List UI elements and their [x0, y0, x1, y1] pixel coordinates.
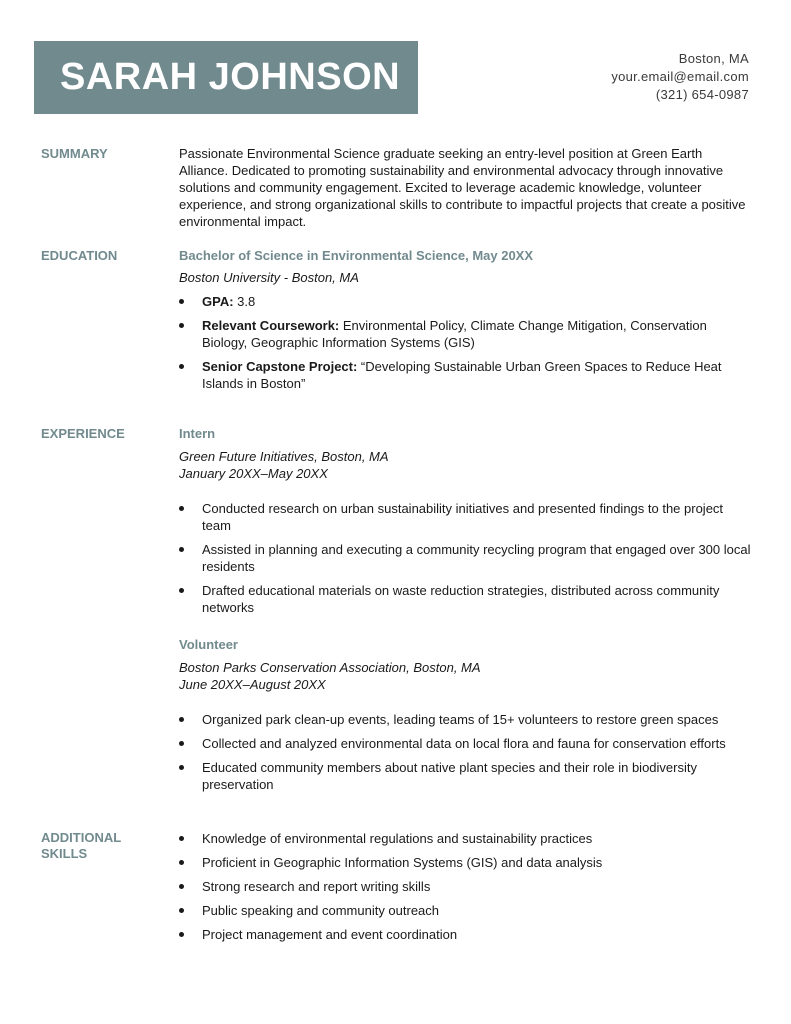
experience-label: EXPERIENCE — [41, 426, 125, 441]
job-title: Volunteer — [179, 637, 238, 652]
item-key: Relevant Coursework: — [202, 318, 340, 333]
job-org: Green Future Initiatives, Boston, MA — [179, 449, 389, 464]
summary-text: Passionate Environmental Science graduate seeking an entry-level position at Green Earth Alliance. Dedicated to promoting sustainability and environmental advocacy through innovative solutions and community engagement. Excited to leverage academic knowledge, volunteer experience, and strong organizational skills to contribute to impactful projects that create a positive environmental impact. — [179, 146, 746, 229]
list-item: Proficient in Geographic Information Systems (GIS) and data analysis — [179, 854, 754, 871]
candidate-name: SARAH JOHNSON — [60, 56, 401, 98]
summary-label: SUMMARY — [41, 146, 108, 161]
phone-text: (321) 654-0987 — [655, 87, 749, 102]
job-dates: June 20XX–August 20XX — [179, 677, 326, 692]
skills-label-line2: SKILLS — [41, 846, 88, 861]
list-item: Educated community members about native plant species and their role in biodiversity preservation — [179, 759, 754, 793]
skills-label — [41, 830, 161, 862]
degree-heading: Bachelor of Science in Environmental Science, May 20XX — [179, 248, 534, 263]
job-volunteer — [179, 637, 754, 800]
list-item — [179, 293, 754, 310]
education-label: EDUCATION — [41, 248, 118, 263]
skills-list — [179, 830, 754, 943]
skills-section — [179, 830, 754, 950]
list-item: Collected and analyzed environmental data on local flora and fauna for conservation efforts — [179, 735, 754, 752]
job-intern — [179, 426, 754, 623]
list-item: Strong research and report writing skills — [179, 878, 754, 895]
list-item: Project management and event coordination — [179, 926, 754, 943]
item-value: “Developing Sustainable Urban Green Spaces to Reduce Heat Islands in Boston” — [202, 359, 722, 391]
school-text: Boston University - Boston, MA — [179, 270, 359, 285]
item-value: 3.8 — [233, 294, 256, 309]
skills-label-line1: ADDITIONAL — [41, 830, 122, 845]
email-text: your.email@email.com — [611, 69, 749, 84]
list-item: Drafted educational materials on waste reduction strategies, distributed across community networks — [179, 582, 754, 616]
education-section — [179, 248, 754, 399]
job-bullets — [179, 500, 754, 616]
list-item — [179, 358, 754, 392]
list-item — [179, 317, 754, 351]
item-key: GPA: — [202, 294, 234, 309]
list-item: Public speaking and community outreach — [179, 902, 754, 919]
job-bullets — [179, 711, 754, 793]
job-dates: January 20XX–May 20XX — [179, 466, 328, 481]
item-key: Senior Capstone Project: — [202, 359, 358, 374]
contact-info — [611, 50, 749, 104]
education-list — [179, 293, 754, 392]
job-org: Boston Parks Conservation Association, Boston, MA — [179, 660, 481, 675]
list-item: Assisted in planning and executing a community recycling program that engaged over 300 local residents — [179, 541, 754, 575]
name-banner — [34, 41, 418, 114]
list-item: Conducted research on urban sustainability initiatives and presented findings to the project team — [179, 500, 754, 534]
job-title: Intern — [179, 426, 216, 441]
location-text: Boston, MA — [678, 51, 749, 66]
list-item: Organized park clean-up events, leading teams of 15+ volunteers to restore green spaces — [179, 711, 754, 728]
item-value: Environmental Policy, Climate Change Mitigation, Conservation Biology, Geographic Information Systems (GIS) — [202, 318, 707, 350]
list-item: Knowledge of environmental regulations and sustainability practices — [179, 830, 754, 847]
